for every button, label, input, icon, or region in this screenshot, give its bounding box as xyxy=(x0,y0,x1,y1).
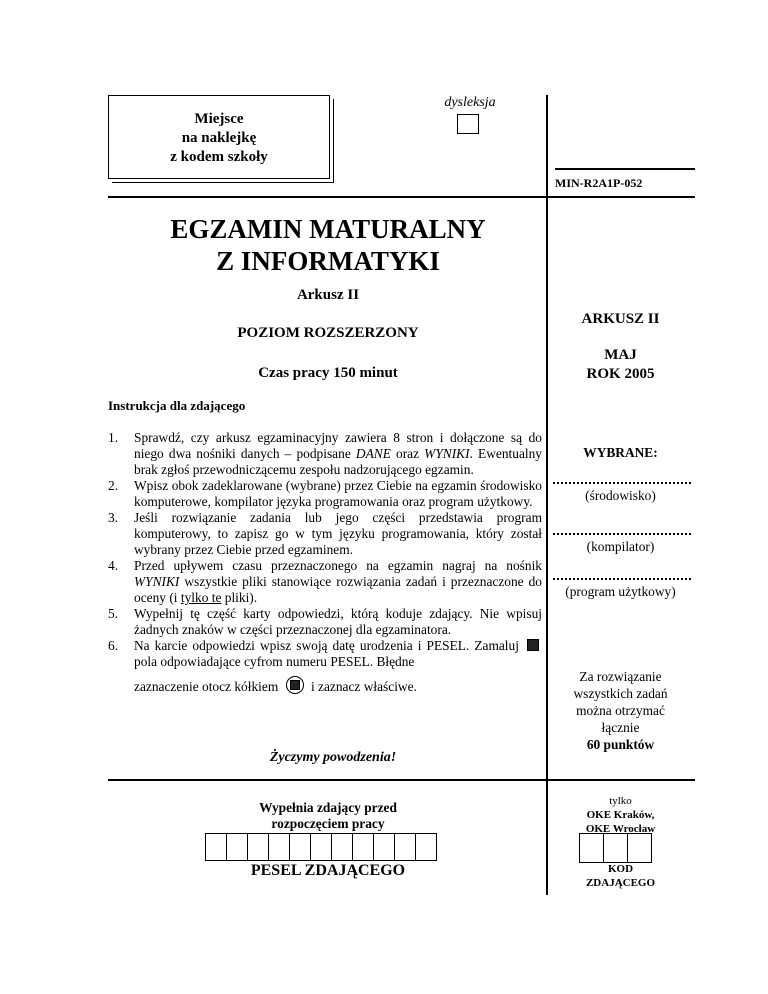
bottom-rule xyxy=(108,779,695,781)
pesel-instruction xyxy=(108,800,548,832)
oke-krakow: OKE Kraków, xyxy=(586,809,655,821)
instruction-text: Wypełnij tę część karty odpowiedzi, którą koduje zdający. Nie wpisuj żadnych znaków w części przeznaczonej dla egzaminatora. xyxy=(134,606,542,637)
instruction-text: . Ewentualny brak zgłoś przewodniczącemu zespołu nadzorującego egzamin. xyxy=(134,446,542,477)
pesel-cell[interactable] xyxy=(206,834,227,860)
filled-square-icon xyxy=(527,639,539,651)
kod-cell[interactable] xyxy=(580,834,604,862)
program-caption: (program użytkowy) xyxy=(565,584,676,599)
compiler-caption: (kompilator) xyxy=(586,539,655,554)
kod-grid[interactable] xyxy=(579,833,652,863)
top-rule xyxy=(108,196,695,198)
instruction-text: Przed upływem czasu przeznaczonego na egzamin nagraj na nośnik xyxy=(134,558,542,573)
instruction-text: Jeśli rozwiązanie zadania lub jego części przedstawia program komputerowy, to zapisz go w tym języku programowania, który został wybrany przez Ciebie przed egzaminem. xyxy=(134,510,542,557)
page-title xyxy=(108,213,548,277)
instruction-item xyxy=(108,510,542,558)
pesel-cell[interactable] xyxy=(227,834,248,860)
time-label: Czas pracy 150 minut xyxy=(258,365,398,381)
environment-field[interactable] xyxy=(553,482,691,484)
oke-only: tylko xyxy=(609,795,632,807)
instruction-text: wszystkie pliki stanowiące rozwiązania zadań i przeznaczone do oceny (i xyxy=(134,574,542,605)
points-line: można otrzymać xyxy=(576,703,665,718)
pesel-cell[interactable] xyxy=(332,834,353,860)
instruction-number: 5. xyxy=(108,606,119,621)
instruction-text: zaznaczenie otocz kółkiem xyxy=(134,679,282,694)
right-session xyxy=(548,346,693,384)
instructions-heading: Instrukcja dla zdającego xyxy=(108,398,246,413)
kod-label-line: KOD xyxy=(607,863,634,875)
instruction-number: 4. xyxy=(108,558,119,573)
session-year: ROK 2005 xyxy=(586,366,655,382)
instruction-number: 3. xyxy=(108,510,119,525)
pesel-cell[interactable] xyxy=(395,834,416,860)
instruction-text: Sprawdź, czy arkusz egzaminacyjny zawiera 8 stron i dołączone są do niego dwa nośniki danych – podpisane xyxy=(134,430,542,461)
kod-label-line: ZDAJĄCEGO xyxy=(585,877,656,889)
title-line-1: EGZAMIN MATURALNY xyxy=(170,214,486,244)
school-sticker-box xyxy=(108,95,330,179)
pesel-cell[interactable] xyxy=(269,834,290,860)
level-label: POZIOM ROZSZERZONY xyxy=(237,325,419,341)
instruction-number: 6. xyxy=(108,638,119,653)
instructions-list xyxy=(108,430,542,695)
instruction-text: oraz xyxy=(390,446,425,461)
pesel-instruction-line: rozpoczęciem pracy xyxy=(271,816,385,831)
pesel-instruction-line: Wypełnia zdający przed xyxy=(259,800,397,815)
points-info xyxy=(548,668,693,753)
instruction-item xyxy=(108,558,542,606)
oke-info xyxy=(548,794,693,836)
instruction-text: pola odpowiadające cyfrom numeru PESEL. Błędne xyxy=(134,654,415,669)
points-total: 60 punktów xyxy=(586,737,655,752)
right-arkusz: ARKUSZ II xyxy=(581,311,660,327)
instruction-number: 2. xyxy=(108,478,119,493)
circled-square-icon xyxy=(286,676,304,694)
pesel-cell[interactable] xyxy=(311,834,332,860)
instruction-text: pliki). xyxy=(221,590,258,605)
pesel-cell[interactable] xyxy=(353,834,374,860)
exam-code: MIN-R2A1P-052 xyxy=(555,176,643,190)
title-line-2: Z INFORMATYKI xyxy=(216,246,440,276)
kod-label xyxy=(548,862,693,890)
session-month: MAJ xyxy=(604,347,637,363)
pesel-title: PESEL ZDAJĄCEGO xyxy=(250,862,406,879)
program-field[interactable] xyxy=(553,578,691,580)
kod-cell[interactable] xyxy=(628,834,651,862)
pesel-grid[interactable] xyxy=(205,833,437,861)
oke-wroclaw: OKE Wrocław xyxy=(585,823,656,835)
code-rule xyxy=(555,168,695,170)
sticker-line-1: Miejsce xyxy=(194,111,244,127)
pesel-cell[interactable] xyxy=(248,834,269,860)
instruction-text: i zaznacz właściwe. xyxy=(307,679,417,694)
environment-caption: (środowisko) xyxy=(585,488,656,503)
instruction-text: Wpisz obok zadeklarowane (wybrane) przez Ciebie na egzamin środowisko komputerowe, kompilator języka programowania oraz program użytkowy. xyxy=(134,478,542,509)
pesel-cell[interactable] xyxy=(290,834,311,860)
compiler-field[interactable] xyxy=(553,533,691,535)
wybrane-label: WYBRANE: xyxy=(583,445,658,460)
dysleksja-label: dysleksja xyxy=(444,95,496,110)
sticker-line-3: z kodem szkoły xyxy=(170,149,268,165)
arkusz-label: Arkusz II xyxy=(296,287,360,303)
instruction-item xyxy=(108,638,542,695)
points-line: wszystkich zadań xyxy=(573,686,668,701)
instruction-item xyxy=(108,606,542,638)
instruction-italic: WYNIKI xyxy=(424,446,470,461)
kod-cell[interactable] xyxy=(604,834,628,862)
pesel-cell[interactable] xyxy=(416,834,436,860)
points-line: łącznie xyxy=(601,720,640,735)
instruction-item xyxy=(108,430,542,478)
sticker-line-2: na naklejkę xyxy=(181,130,257,146)
instruction-italic: WYNIKI xyxy=(134,574,180,589)
points-line: Za rozwiązanie xyxy=(579,669,662,684)
instruction-number: 1. xyxy=(108,430,119,445)
dysleksja-checkbox[interactable] xyxy=(457,114,479,134)
instruction-item xyxy=(108,478,542,510)
instruction-text: Na karcie odpowiedzi wpisz swoją datę urodzenia i PESEL. Zamaluj xyxy=(134,638,524,653)
instruction-italic: DANE xyxy=(355,446,391,461)
instruction-underline: tylko te xyxy=(180,590,222,605)
good-luck-text: Życzymy powodzenia! xyxy=(269,750,397,765)
pesel-cell[interactable] xyxy=(374,834,395,860)
